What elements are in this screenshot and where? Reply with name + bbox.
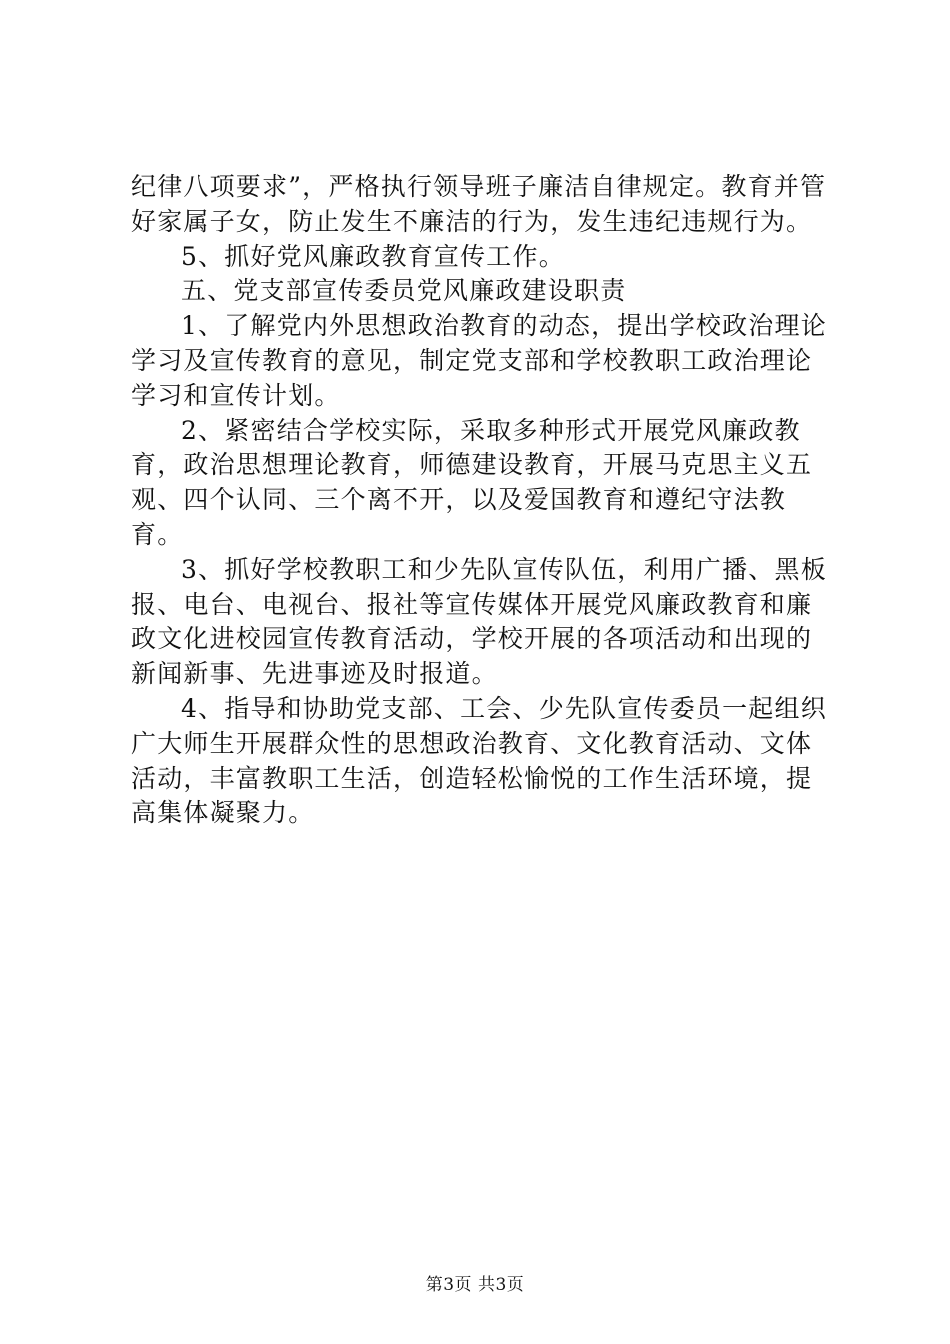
paragraph-item-3: 3、抓好学校教职工和少先队宣传队伍，利用广播、黑板报、电台、电视台、报社等宣传媒体开展党风廉政教育和廉政文化进校园宣传教育活动，学校开展的各项活动和出现的新闻新事、先进事迹及时报道。 <box>131 554 827 689</box>
paragraph-continuation: 纪律八项要求”，严格执行领导班子廉洁自律规定。教育并管好家属子女，防止发生不廉洁的行为，发生违纪违规行为。 <box>131 172 827 236</box>
document-body <box>131 170 831 831</box>
paragraph-item-1: 1、了解党内外思想政治教育的动态，提出学校政治理论学习及宣传教育的意见，制定党支部和学校教职工政治理论学习和宣传计划。 <box>131 311 827 410</box>
page-footer: 第3页 共3页 <box>425 1275 525 1295</box>
paragraph-item-2: 2、紧密结合学校实际，采取多种形式开展党风廉政教育，政治思想理论教育，师德建设教育，开展马克思主义五观、四个认同、三个离不开，以及爱国教育和遵纪守法教育。 <box>131 415 813 549</box>
paragraph-item-4: 4、指导和协助党支部、工会、少先队宣传委员一起组织广大师生开展群众性的思想政治教育、文化教育活动、文体活动，丰富教职工生活，创造轻松愉悦的工作生活环境，提高集体凝聚力。 <box>131 693 827 828</box>
section-heading-5: 五、党支部宣传委员党风廉政建设职责 <box>181 276 627 306</box>
paragraph-item-5: 5、抓好党风廉政教育宣传工作。 <box>181 241 565 271</box>
